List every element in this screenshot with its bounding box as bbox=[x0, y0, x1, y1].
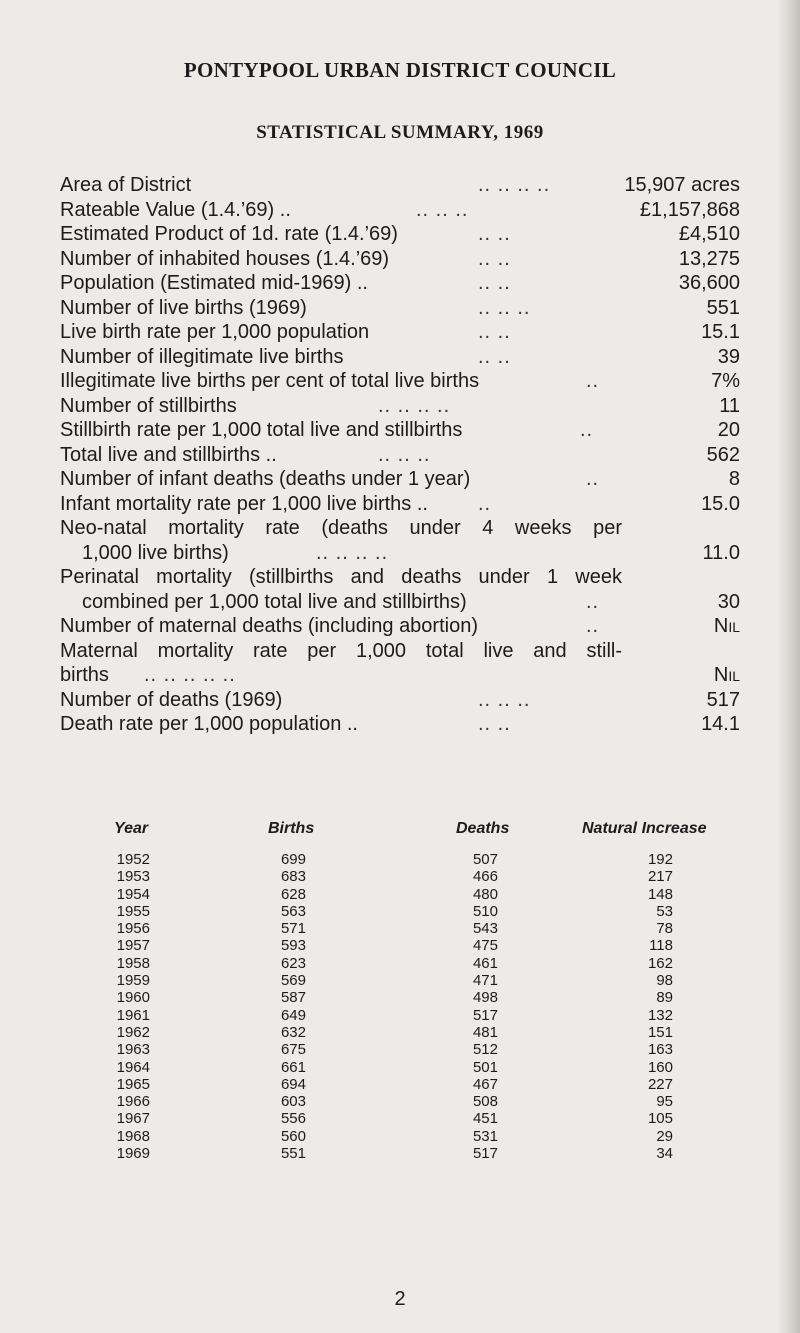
table-cell-deaths: 481 bbox=[472, 1023, 498, 1041]
table-cell-year: 1965 bbox=[116, 1075, 150, 1093]
summary-label: Number of deaths (1969) bbox=[60, 688, 283, 711]
table-cell-deaths: 531 bbox=[472, 1127, 498, 1145]
summary-label: Rateable Value (1.4.’69) .. bbox=[60, 198, 291, 221]
table-cell-births: 675 bbox=[280, 1041, 306, 1059]
summary-label: Live birth rate per 1,000 population bbox=[60, 321, 370, 343]
summary-row bbox=[60, 173, 740, 198]
leader-dots: .. bbox=[586, 590, 600, 613]
leader-dots: .. .. bbox=[478, 713, 511, 735]
table-cell-natural-increase: 53 bbox=[656, 902, 673, 920]
table-cell-deaths: 517 bbox=[472, 1145, 498, 1163]
table-row bbox=[110, 1076, 730, 1093]
summary-label: Death rate per 1,000 population .. bbox=[60, 713, 358, 735]
table-cell-births: 699 bbox=[280, 851, 306, 868]
summary-label: Number of illegitimate live births bbox=[60, 345, 344, 368]
summary-value: 15.1 bbox=[701, 321, 740, 343]
header-natural-increase: Natural Increase bbox=[582, 820, 707, 837]
leader-dots: .. bbox=[586, 468, 600, 490]
summary-label: Number of inhabited houses (1.4.’69) bbox=[60, 247, 390, 270]
table-cell-births: 623 bbox=[280, 954, 306, 972]
leader-dots: .. bbox=[478, 492, 492, 515]
summary-label: Stillbirth rate per 1,000 total live and stillbirths bbox=[60, 419, 463, 441]
table-header bbox=[110, 820, 730, 846]
summary-label: Estimated Product of 1d. rate (1.4.’69) bbox=[60, 223, 398, 245]
summary-row bbox=[60, 516, 740, 565]
table-cell-natural-increase: 132 bbox=[647, 1006, 673, 1024]
summary-value: 517 bbox=[706, 688, 740, 711]
table-cell-deaths: 467 bbox=[472, 1075, 498, 1093]
table-cell-births: 563 bbox=[280, 902, 306, 920]
summary-row bbox=[60, 320, 740, 345]
header-year: Year bbox=[114, 820, 149, 837]
summary-value: 562 bbox=[706, 443, 740, 466]
table-cell-births: 556 bbox=[280, 1110, 306, 1128]
table-cell-year: 1969 bbox=[116, 1145, 150, 1163]
summary-label-line: combined per 1,000 total live and stillbirths) bbox=[82, 590, 467, 613]
leader-dots: .. .. bbox=[478, 321, 511, 343]
table-cell-year: 1962 bbox=[116, 1023, 150, 1041]
table-cell-year: 1961 bbox=[116, 1006, 150, 1024]
summary-value: 11 bbox=[719, 394, 740, 417]
table-cell-births: 632 bbox=[280, 1023, 306, 1041]
table-cell-year: 1968 bbox=[116, 1127, 150, 1145]
leader-dots: .. .. bbox=[478, 247, 511, 270]
summary-value: 11.0 bbox=[702, 541, 740, 564]
table-cell-deaths: 471 bbox=[472, 972, 498, 990]
summary-label-line: Neo-natal mortality rate (deaths under 4 weeks per bbox=[60, 517, 622, 539]
table-cell-births: 649 bbox=[280, 1006, 306, 1024]
table-cell-births: 628 bbox=[280, 885, 306, 903]
summary-label: Area of District bbox=[60, 174, 192, 196]
summary-row bbox=[60, 345, 740, 370]
summary-value: Nil bbox=[713, 615, 740, 637]
table-cell-year: 1964 bbox=[116, 1058, 150, 1076]
table-cell-natural-increase: 89 bbox=[656, 989, 673, 1007]
leader-dots: .. .. .. bbox=[478, 688, 531, 711]
table-cell-births: 661 bbox=[280, 1058, 306, 1076]
summary-value: 15.0 bbox=[701, 492, 740, 515]
table-cell-deaths: 508 bbox=[472, 1093, 498, 1111]
header-deaths: Deaths bbox=[456, 820, 510, 837]
summary-label: Number of infant deaths (deaths under 1 year) bbox=[60, 468, 471, 490]
table-row bbox=[110, 989, 730, 1006]
summary-label-line: 1,000 live births) bbox=[82, 541, 229, 564]
table-cell-deaths: 498 bbox=[472, 989, 498, 1007]
summary-row bbox=[60, 688, 740, 713]
table-row bbox=[110, 886, 730, 903]
table-cell-year: 1966 bbox=[116, 1093, 150, 1111]
table-cell-deaths: 501 bbox=[472, 1058, 498, 1076]
table-cell-births: 560 bbox=[280, 1127, 306, 1145]
summary-value: 7% bbox=[711, 370, 740, 392]
table-cell-natural-increase: 160 bbox=[647, 1058, 673, 1076]
table-cell-year: 1953 bbox=[116, 868, 150, 886]
table-cell-natural-increase: 162 bbox=[647, 954, 673, 972]
page-subtitle: STATISTICAL SUMMARY, 1969 bbox=[256, 122, 544, 143]
page-number: 2 bbox=[394, 1288, 406, 1310]
summary-row bbox=[60, 639, 740, 688]
summary-value: 14.1 bbox=[701, 713, 740, 735]
table-row bbox=[110, 1059, 730, 1076]
table-cell-year: 1952 bbox=[116, 851, 150, 868]
table-cell-births: 571 bbox=[280, 920, 306, 938]
summary-row bbox=[60, 418, 740, 443]
leader-dots: .. .. .. .. bbox=[316, 541, 389, 564]
table-row bbox=[110, 1041, 730, 1058]
summary-label: Population (Estimated mid-1969) .. bbox=[60, 272, 368, 294]
summary-row bbox=[60, 565, 740, 614]
table-cell-year: 1960 bbox=[116, 989, 150, 1007]
summary-row bbox=[60, 222, 740, 247]
table-cell-deaths: 510 bbox=[472, 902, 498, 920]
summary-row bbox=[60, 614, 740, 639]
leader-dots: .. bbox=[580, 419, 594, 441]
summary-label: Number of stillbirths bbox=[60, 394, 237, 417]
leader-dots: .. .. .. .. .. bbox=[144, 664, 236, 686]
table-cell-natural-increase: 163 bbox=[647, 1041, 673, 1059]
summary-value: £1,157,868 bbox=[639, 198, 740, 221]
table-row bbox=[110, 937, 730, 954]
summary-row bbox=[60, 271, 740, 296]
summary-row bbox=[60, 443, 740, 468]
table-cell-deaths: 461 bbox=[472, 954, 498, 972]
summary-value: 15,907 acres bbox=[624, 174, 740, 196]
table-cell-deaths: 480 bbox=[472, 885, 498, 903]
table-cell-natural-increase: 95 bbox=[656, 1093, 673, 1111]
table-row bbox=[110, 972, 730, 989]
table-row bbox=[110, 868, 730, 885]
table-cell-year: 1967 bbox=[116, 1110, 150, 1128]
summary-label: Number of live births (1969) bbox=[60, 296, 307, 319]
table-cell-deaths: 543 bbox=[472, 920, 498, 938]
table-cell-deaths: 507 bbox=[472, 851, 498, 868]
table-cell-deaths: 466 bbox=[472, 868, 498, 886]
table-cell-births: 694 bbox=[280, 1075, 306, 1093]
table-row bbox=[110, 1007, 730, 1024]
table-row bbox=[110, 1110, 730, 1127]
table-cell-natural-increase: 105 bbox=[647, 1110, 673, 1128]
table-body bbox=[110, 851, 730, 1162]
table-row bbox=[110, 1145, 730, 1162]
page-shadow bbox=[778, 0, 800, 1333]
table-cell-deaths: 475 bbox=[472, 937, 498, 955]
table-cell-natural-increase: 34 bbox=[656, 1145, 673, 1163]
table-cell-year: 1958 bbox=[116, 954, 150, 972]
leader-dots: .. .. bbox=[478, 345, 511, 368]
summary-value: 39 bbox=[717, 345, 740, 368]
table-row bbox=[110, 1128, 730, 1145]
summary-value: 36,600 bbox=[678, 272, 740, 294]
summary-label-line: Perinatal mortality (stillbirths and deaths under 1 week bbox=[60, 566, 622, 588]
header-births: Births bbox=[268, 820, 315, 837]
table-cell-natural-increase: 78 bbox=[656, 920, 673, 938]
summary-row bbox=[60, 712, 740, 737]
table-cell-deaths: 451 bbox=[472, 1110, 498, 1128]
table-cell-births: 603 bbox=[280, 1093, 306, 1111]
summary-row bbox=[60, 467, 740, 492]
table-row bbox=[110, 1024, 730, 1041]
table-cell-natural-increase: 118 bbox=[649, 937, 673, 955]
leader-dots: .. .. .. .. bbox=[478, 174, 551, 196]
summary-value: 30 bbox=[717, 590, 740, 613]
table-cell-year: 1957 bbox=[116, 937, 150, 955]
summary-row bbox=[60, 492, 740, 517]
table-cell-natural-increase: 29 bbox=[656, 1127, 673, 1145]
table-cell-natural-increase: 227 bbox=[647, 1075, 673, 1093]
table-cell-births: 569 bbox=[280, 972, 306, 990]
summary-value: 8 bbox=[728, 468, 740, 490]
summary-value: 20 bbox=[717, 419, 740, 441]
table-cell-births: 587 bbox=[280, 989, 306, 1007]
table-cell-births: 683 bbox=[280, 868, 306, 886]
summary-row bbox=[60, 198, 740, 223]
leader-dots: .. bbox=[586, 370, 600, 392]
table-cell-deaths: 512 bbox=[472, 1041, 498, 1059]
table-row bbox=[110, 920, 730, 937]
leader-dots: .. .. .. bbox=[416, 198, 469, 221]
table-row bbox=[110, 851, 730, 868]
births-deaths-table bbox=[110, 820, 730, 1163]
leader-dots: .. .. bbox=[478, 272, 511, 294]
summary-row bbox=[60, 394, 740, 419]
table-cell-year: 1963 bbox=[116, 1041, 150, 1059]
summary-label: Illegitimate live births per cent of total live births bbox=[60, 370, 480, 392]
summary-label-line: Maternal mortality rate per 1,000 total live and still- bbox=[60, 639, 622, 662]
page-title: PONTYPOOL URBAN DISTRICT COUNCIL bbox=[183, 58, 617, 82]
summary-row bbox=[60, 296, 740, 321]
summary-value: 13,275 bbox=[678, 247, 740, 270]
summary-label-line: births bbox=[60, 664, 109, 686]
summary-label bbox=[60, 565, 660, 614]
table-cell-births: 551 bbox=[280, 1145, 306, 1163]
table-cell-deaths: 517 bbox=[472, 1006, 498, 1024]
summary-row bbox=[60, 247, 740, 272]
statistical-summary bbox=[60, 173, 740, 737]
table-cell-year: 1954 bbox=[116, 885, 150, 903]
table-cell-births: 593 bbox=[280, 937, 306, 955]
table-row bbox=[110, 903, 730, 920]
summary-label: Infant mortality rate per 1,000 live births .. bbox=[60, 492, 428, 515]
table-cell-natural-increase: 148 bbox=[647, 885, 673, 903]
table-row bbox=[110, 1093, 730, 1110]
summary-label: Total live and stillbirths .. bbox=[60, 443, 277, 466]
leader-dots: .. .. .. bbox=[478, 296, 531, 319]
table-cell-natural-increase: 151 bbox=[647, 1023, 673, 1041]
table-cell-natural-increase: 217 bbox=[647, 868, 673, 886]
leader-dots: .. bbox=[586, 615, 600, 637]
leader-dots: .. .. .. .. bbox=[378, 394, 451, 417]
summary-value: 551 bbox=[706, 296, 740, 319]
table-cell-natural-increase: 192 bbox=[647, 851, 673, 868]
leader-dots: .. .. bbox=[478, 223, 511, 245]
summary-row bbox=[60, 369, 740, 394]
table-cell-year: 1956 bbox=[116, 920, 150, 938]
leader-dots: .. .. .. bbox=[378, 443, 431, 466]
table-row bbox=[110, 955, 730, 972]
summary-value: £4,510 bbox=[678, 223, 740, 245]
summary-label: Number of maternal deaths (including abortion) bbox=[60, 615, 478, 637]
table-cell-natural-increase: 98 bbox=[656, 972, 673, 990]
summary-value: Nil bbox=[713, 664, 740, 686]
table-cell-year: 1959 bbox=[116, 972, 150, 990]
table-cell-year: 1955 bbox=[116, 902, 150, 920]
